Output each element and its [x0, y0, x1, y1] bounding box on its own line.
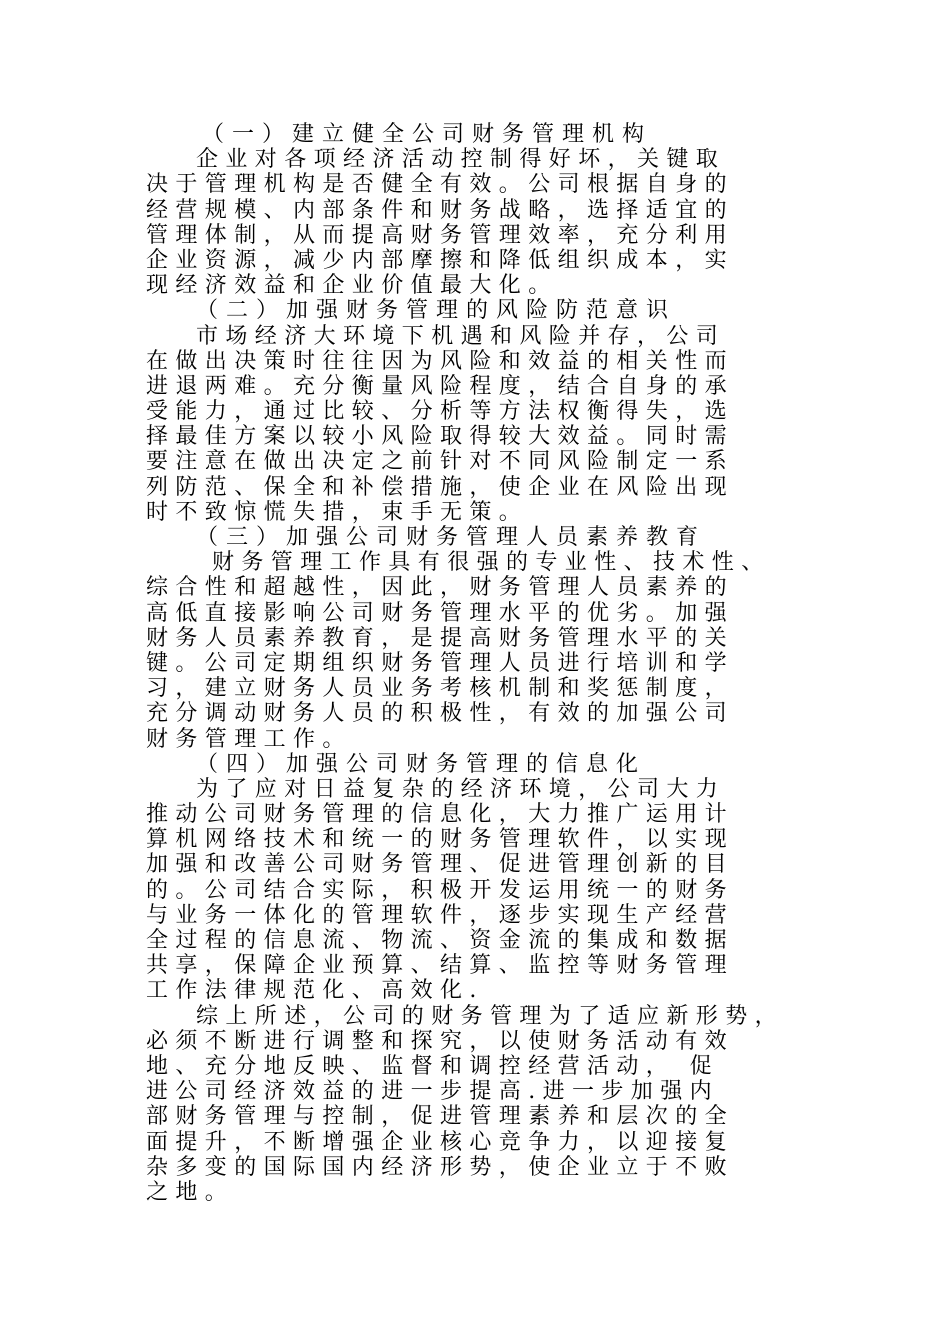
paragraph-line: 现经济效益和企业价值最大化。 — [146, 273, 558, 299]
paragraph-line: 地、充分地反映、监督和调控经营活动， 促 — [146, 1053, 719, 1079]
paragraph-line: 习，建立财务人员业务考核机制和奖惩制度， — [146, 676, 735, 702]
paragraph-line: 加强和改善公司财务管理、促进管理创新的目 — [146, 852, 735, 878]
section-heading-2: （二）加强财务管理的风险防范意识 — [196, 298, 677, 324]
paragraph-line: 综合性和超越性，因此，财务管理人员素养的 — [146, 575, 735, 601]
section-heading-3: （三）加强公司财务管理人员素养教育 — [196, 525, 707, 550]
paragraph-line: 之地。 — [146, 1179, 235, 1205]
paragraph-line: 综上所述，公司的财务管理为了适应新形势， — [196, 1003, 785, 1029]
paragraph-line: 要注意在做出决定之前针对不同风险制定一系 — [146, 449, 735, 475]
paragraph-line: 企业对各项经济活动控制得好坏，关键取 — [196, 147, 726, 173]
paragraph-line: 财务管理工作。 — [146, 726, 352, 752]
paragraph-line: 工作法律规范化、高效化. — [146, 978, 484, 1004]
paragraph-line: 与业务一体化的管理软件，逐步实现生产经营 — [146, 902, 735, 928]
paragraph-line: 算机网络技术和统一的财务管理软件，以实现 — [146, 827, 735, 853]
paragraph-line: 部财务管理与控制，促进管理素养和层次的全 — [146, 1104, 735, 1130]
paragraph-line: 推动公司财务管理的信息化，大力推广运用计 — [146, 802, 735, 828]
paragraph-line: 进退两难。充分衡量风险程度，结合自身的承 — [146, 373, 735, 399]
paragraph-line: 在做出决策时往往因为风险和效益的相关性而 — [146, 348, 735, 374]
paragraph-line: 全过程的信息流、物流、资金流的集成和数据 — [146, 928, 735, 953]
paragraph-line: 受能力，通过比较、分析等方法权衡得失，选 — [146, 399, 735, 425]
paragraph-line: 的。公司结合实际，积极开发运用统一的财务 — [146, 877, 735, 903]
paragraph-line: 高低直接影响公司财务管理水平的优劣。加强 — [146, 600, 735, 626]
paragraph-line: 择最佳方案以较小风险取得较大效益。同时需 — [146, 424, 735, 450]
paragraph-line: 财务人员素养教育，是提高财务管理水平的关 — [146, 625, 735, 651]
document-body — [146, 122, 846, 1205]
paragraph-line: 充分调动财务人员的积极性，有效的加强公司 — [146, 701, 735, 727]
paragraph-line: 必须不断进行调整和探究，以使财务活动有效 — [146, 1028, 735, 1054]
paragraph-line: 市场经济大环境下机遇和风险并存，公司 — [196, 323, 726, 349]
paragraph-line: 列防范、保全和补偿措施，使企业在风险出现 — [146, 474, 735, 500]
paragraph-line: 为了应对日益复杂的经济环境，公司大力 — [196, 776, 726, 802]
paragraph-line: 共享，保障企业预算、结算、监控等财务管理 — [146, 953, 735, 979]
paragraph-line: 企业资源，减少内部摩擦和降低组织成本，实 — [146, 247, 735, 273]
paragraph-line: 决于管理机构是否健全有效。公司根据自身的 — [146, 172, 735, 198]
paragraph-line: 面提升，不断增强企业核心竞争力，以迎接复 — [146, 1129, 735, 1155]
paragraph-line: 经营规模、内部条件和财务战略，选择适宜的 — [146, 197, 735, 223]
paragraph-line: 财务管理工作具有很强的专业性、技术性、 — [212, 550, 771, 576]
paragraph-line: 进公司经济效益的进一步提高.进一步加强内 — [146, 1079, 719, 1105]
section-heading-4: （四）加强公司财务管理的信息化 — [196, 751, 647, 777]
paragraph-line: 管理体制，从而提高财务管理效率，充分利用 — [146, 222, 735, 248]
paragraph-line: 键。公司定期组织财务管理人员进行培训和学 — [146, 650, 735, 676]
paragraph-line: 杂多变的国际国内经济形势，使企业立于不败 — [146, 1154, 735, 1180]
section-heading-1: （一）建立健全公司财务管理机构 — [202, 122, 653, 147]
paragraph-line: 时不致惊慌失措，束手无策。 — [146, 499, 529, 525]
